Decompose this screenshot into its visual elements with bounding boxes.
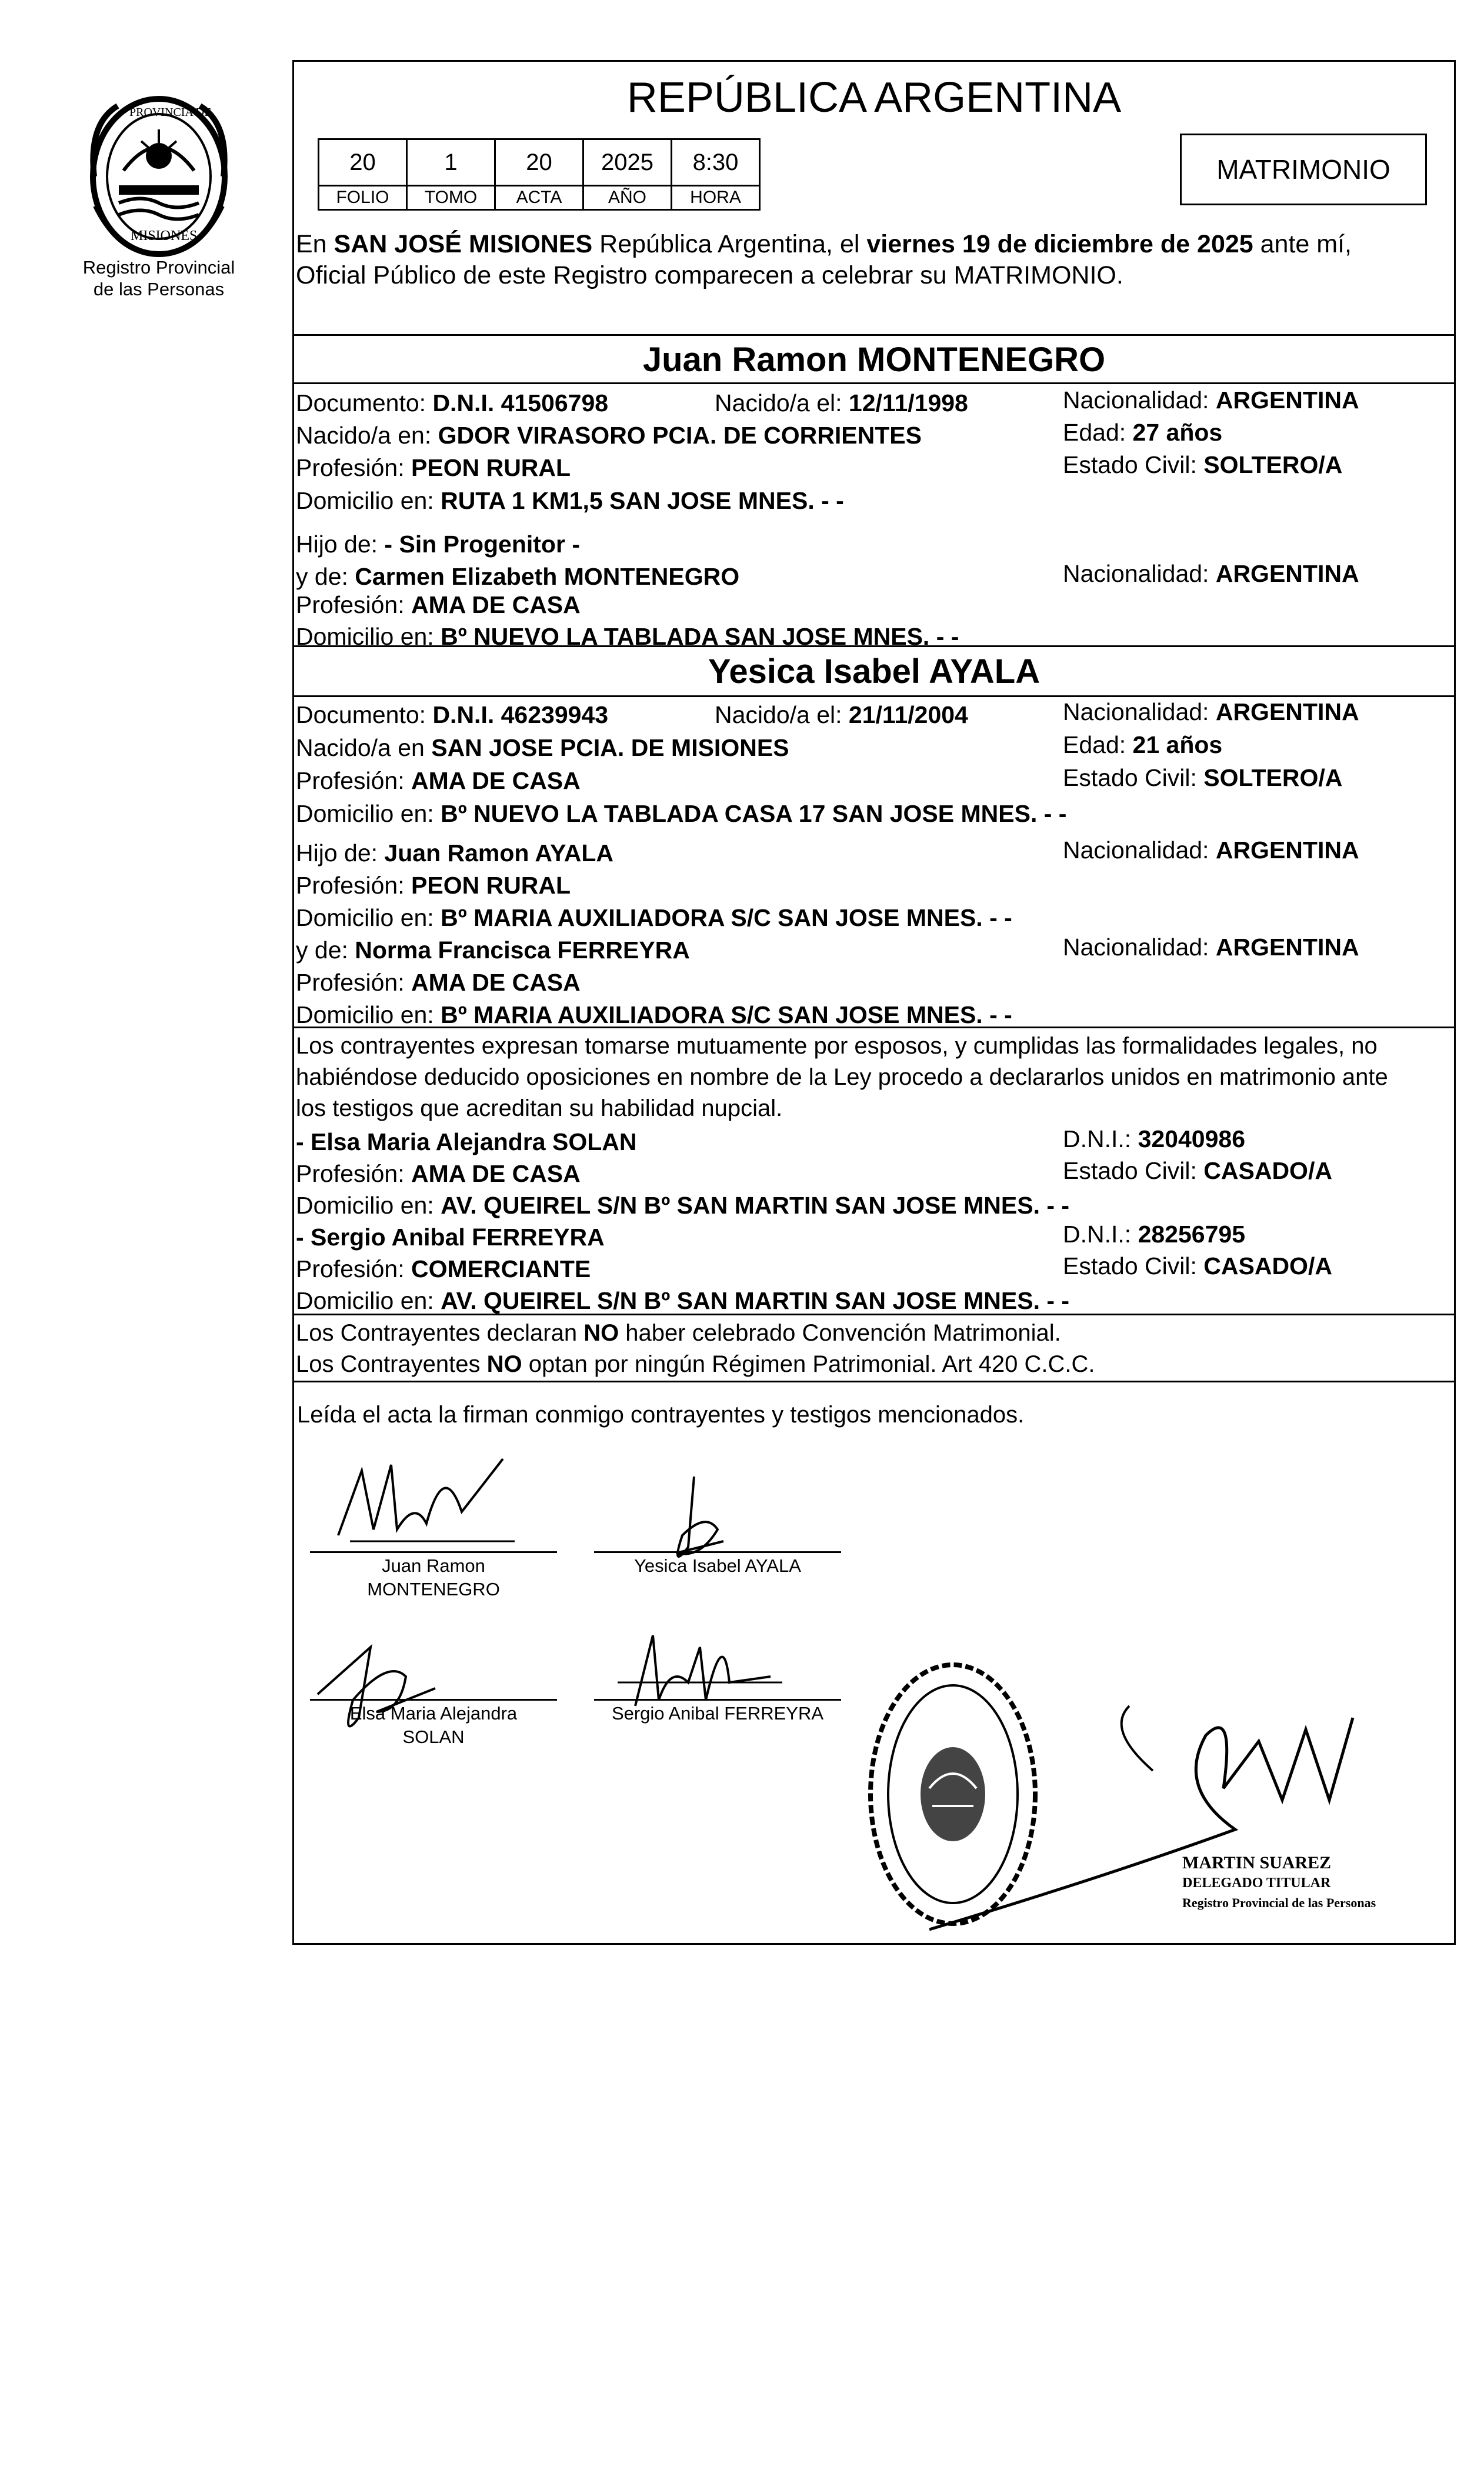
spouse1-civil xyxy=(1063,450,1342,479)
divider-7 xyxy=(292,1381,1456,1382)
caption-line: Yesica Isabel AYALA xyxy=(634,1555,801,1576)
caption-line: MONTENEGRO xyxy=(367,1579,500,1599)
spouse1-age xyxy=(1063,418,1222,447)
witness2-prof xyxy=(296,1254,591,1284)
acta-label: ACTA xyxy=(495,186,583,210)
caption-line: Sergio Anibal FERREYRA xyxy=(611,1703,824,1724)
spouse2-born xyxy=(715,700,968,729)
witness2-name: - Sergio Anibal FERREYRA xyxy=(296,1224,605,1251)
spouse1-mother-prof xyxy=(296,590,581,619)
spouse2-civil xyxy=(1063,763,1342,792)
signature-line-2 xyxy=(594,1551,841,1553)
spouse2-name: Yesica Isabel AYALA xyxy=(708,652,1041,691)
label: y de: xyxy=(296,563,355,590)
intro-place: SAN JOSÉ MISIONES xyxy=(334,230,593,258)
label: y de: xyxy=(296,937,355,964)
label: Nacido/a en xyxy=(296,734,432,761)
label: Documento: xyxy=(296,389,433,416)
witness1-name: - Elsa Maria Alejandra SOLAN xyxy=(296,1128,637,1155)
label: Domicilio en: xyxy=(296,1001,441,1028)
value: ARGENTINA xyxy=(1215,386,1359,414)
spouse1-mother xyxy=(296,562,739,591)
value: ARGENTINA xyxy=(1215,934,1359,961)
witness1-civil xyxy=(1063,1156,1332,1185)
label: Nacionalidad: xyxy=(1063,560,1216,587)
value: CASADO/A xyxy=(1203,1252,1332,1279)
label: Nacionalidad: xyxy=(1063,386,1216,414)
spouse1-prof xyxy=(296,453,571,482)
seal-bottom-text: MISIONES xyxy=(131,228,198,244)
label: D.N.I.: xyxy=(1063,1221,1138,1248)
value: 21 años xyxy=(1132,731,1223,758)
spouse1-mother-addr xyxy=(296,622,959,651)
label: Documento: xyxy=(296,701,433,728)
intro-text-3: ante mí, xyxy=(1253,230,1352,258)
closing-text: Leída el acta la firman conmigo contrayentes y testigos mencionados. xyxy=(297,1402,1025,1428)
intro-line1 xyxy=(296,229,1352,259)
agency-name xyxy=(65,256,253,300)
intro-text-1: En xyxy=(296,230,334,258)
spouse2-mother-prof xyxy=(296,968,581,997)
seal-top-text: PROVINCIA DE xyxy=(129,106,212,119)
agency-name-line2: de las Personas xyxy=(93,279,225,299)
intro-date: viernes 19 de diciembre de 2025 xyxy=(866,230,1253,258)
label: Nacido/a en: xyxy=(296,422,438,449)
value: 27 años xyxy=(1132,419,1223,446)
value: CASADO/A xyxy=(1203,1157,1332,1184)
witness2-addr xyxy=(296,1286,1069,1315)
signature-line-4 xyxy=(594,1699,841,1701)
agency-logo xyxy=(82,88,235,259)
value: Bº NUEVO LA TABLADA CASA 17 SAN JOSE MNES. - - xyxy=(441,800,1067,827)
value: AMA DE CASA xyxy=(411,1160,581,1187)
value: AV. QUEIREL S/N Bº SAN MARTIN SAN JOSE MNES. - - xyxy=(441,1287,1070,1314)
spouse2-prof xyxy=(296,766,581,795)
value: - Sin Progenitor - xyxy=(384,531,580,558)
text: haber celebrado Convención Matrimonial. xyxy=(619,1320,1061,1346)
folio-label: FOLIO xyxy=(319,186,407,210)
value: Bº MARIA AUXILIADORA S/C SAN JOSE MNES. - - xyxy=(441,1001,1012,1028)
value: ARGENTINA xyxy=(1215,560,1359,587)
label: Nacionalidad: xyxy=(1063,698,1216,725)
spouse2-mother-addr xyxy=(296,1000,1012,1029)
label: Profesión: xyxy=(296,1255,411,1282)
label: Estado Civil: xyxy=(1063,1252,1204,1279)
signature-caption-4 xyxy=(594,1702,841,1725)
page-title: REPÚBLICA ARGENTINA xyxy=(626,74,1122,121)
label: Hijo de: xyxy=(296,531,385,558)
signature-scribble-1 xyxy=(326,1447,526,1559)
intro-text-2: República Argentina, el xyxy=(592,230,867,258)
regime-clause xyxy=(296,1349,1095,1379)
value: RUTA 1 KM1,5 SAN JOSE MNES. - - xyxy=(441,487,844,514)
declaration-line2: habiéndose deducido oposiciones en nombre de la Ley procedo a declararlos unidos en matrimonio ante xyxy=(296,1064,1388,1090)
signature-caption-3 xyxy=(310,1702,557,1749)
signature-caption-1 xyxy=(310,1554,557,1601)
value: COMERCIANTE xyxy=(411,1255,591,1282)
value: SAN JOSE PCIA. DE MISIONES xyxy=(431,734,789,761)
declaration-line1: Los contrayentes expresan tomarse mutuamente por esposos, y cumplidas las formalidades legales, no xyxy=(296,1033,1378,1059)
label: Estado Civil: xyxy=(1063,451,1204,478)
value: AMA DE CASA xyxy=(411,591,581,618)
value: ARGENTINA xyxy=(1215,837,1359,864)
label: Nacionalidad: xyxy=(1063,934,1216,961)
signature-line-1 xyxy=(310,1551,557,1553)
official-name-stamp xyxy=(1182,1853,1376,1913)
spouse2-father-prof xyxy=(296,871,571,900)
value: PEON RURAL xyxy=(411,872,571,899)
label: Profesión: xyxy=(296,872,411,899)
spouse1-father xyxy=(296,529,580,559)
signature-line-3 xyxy=(310,1699,557,1701)
spouse2-father-addr xyxy=(296,903,1012,932)
spouse1-nat xyxy=(1063,385,1359,415)
witness1-addr xyxy=(296,1191,1069,1220)
emphasis: NO xyxy=(583,1320,619,1346)
label: Nacido/a el: xyxy=(715,389,849,416)
intro-line2: Oficial Público de este Registro comparecen a celebrar su MATRIMONIO. xyxy=(296,261,1123,289)
spouse2-mother-nat xyxy=(1063,932,1359,962)
declaration-line3: los testigos que acreditan su habilidad nupcial. xyxy=(296,1095,783,1121)
label: Nacionalidad: xyxy=(1063,837,1216,864)
label: D.N.I.: xyxy=(1063,1125,1138,1152)
text: optan por ningún Régimen Patrimonial. Art 420 C.C.C. xyxy=(522,1351,1095,1377)
spouse2-age xyxy=(1063,730,1222,759)
spouse2-nat xyxy=(1063,697,1359,727)
text: Los Contrayentes declaran xyxy=(296,1320,584,1346)
convention-clause xyxy=(296,1318,1061,1348)
label: Hijo de: xyxy=(296,839,385,867)
label: Estado Civil: xyxy=(1063,1157,1204,1184)
witness1-prof xyxy=(296,1159,581,1188)
value: Juan Ramon AYALA xyxy=(384,839,614,867)
value: SOLTERO/A xyxy=(1203,451,1343,478)
value: PEON RURAL xyxy=(411,454,571,481)
caption-line: Juan Ramon xyxy=(382,1555,485,1576)
label: Domicilio en: xyxy=(296,904,441,931)
signature-caption-2 xyxy=(594,1554,841,1578)
official-title: DELEGADO TITULAR xyxy=(1182,1875,1331,1891)
spouse1-mother-nat xyxy=(1063,559,1359,588)
witness1-dni xyxy=(1063,1124,1245,1154)
spouse2-mother xyxy=(296,935,690,965)
label: Profesión: xyxy=(296,767,411,794)
value: Carmen Elizabeth MONTENEGRO xyxy=(355,563,740,590)
value: D.N.I. 46239943 xyxy=(432,701,609,728)
spouse1-name: Juan Ramon MONTENEGRO xyxy=(642,341,1106,379)
value: 28256795 xyxy=(1138,1221,1245,1248)
value: AMA DE CASA xyxy=(411,969,581,996)
spouse1-addr xyxy=(296,486,844,515)
spouse2-doc xyxy=(296,700,608,729)
label: Domicilio en: xyxy=(296,487,441,514)
label: Profesión: xyxy=(296,969,411,996)
anio-value: 2025 xyxy=(583,139,672,186)
agency-name-line1: Registro Provincial xyxy=(82,257,235,278)
tomo-label: TOMO xyxy=(407,186,495,210)
emphasis: NO xyxy=(486,1351,522,1377)
anio-label: AÑO xyxy=(583,186,672,210)
label: Profesión: xyxy=(296,591,411,618)
label: Profesión: xyxy=(296,454,411,481)
label: Domicilio en: xyxy=(296,1192,441,1219)
label: Profesión: xyxy=(296,1160,411,1187)
value: ARGENTINA xyxy=(1215,698,1359,725)
value: 21/11/2004 xyxy=(848,701,968,728)
label: Nacido/a el: xyxy=(715,701,849,728)
document-type-box: MATRIMONIO xyxy=(1180,134,1427,205)
value: Norma Francisca FERREYRA xyxy=(355,937,690,964)
label: Edad: xyxy=(1063,419,1133,446)
official-name: MARTIN SUAREZ xyxy=(1182,1853,1332,1872)
hora-label: HORA xyxy=(672,186,760,210)
witness2-civil xyxy=(1063,1251,1332,1281)
witness2-dni xyxy=(1063,1219,1245,1249)
label: Domicilio en: xyxy=(296,800,441,827)
value: D.N.I. 41506798 xyxy=(432,389,609,416)
spouse2-addr xyxy=(296,799,1066,828)
value: Bº NUEVO LA TABLADA SAN JOSE MNES. - - xyxy=(441,623,959,650)
acta-value: 20 xyxy=(495,139,583,186)
value: Bº MARIA AUXILIADORA S/C SAN JOSE MNES. - - xyxy=(441,904,1012,931)
value: SOLTERO/A xyxy=(1203,764,1343,791)
spouse2-father-nat xyxy=(1063,835,1359,865)
label: Domicilio en: xyxy=(296,1287,441,1314)
value: AV. QUEIREL S/N Bº SAN MARTIN SAN JOSE MNES. - - xyxy=(441,1192,1070,1219)
tomo-value: 1 xyxy=(407,139,495,186)
spouse1-born xyxy=(715,388,968,418)
spouse2-birthplace xyxy=(296,733,789,762)
official-office: Registro Provincial de las Personas xyxy=(1182,1895,1376,1910)
register-table xyxy=(318,138,761,211)
label: Estado Civil: xyxy=(1063,764,1204,791)
value: 12/11/1998 xyxy=(848,389,968,416)
label: Edad: xyxy=(1063,731,1133,758)
caption-line: Elsa Maria Alejandra xyxy=(349,1703,518,1724)
folio-value: 20 xyxy=(319,139,407,186)
spouse1-doc xyxy=(296,388,608,418)
value: 32040986 xyxy=(1138,1125,1245,1152)
value: AMA DE CASA xyxy=(411,767,581,794)
value: GDOR VIRASORO PCIA. DE CORRIENTES xyxy=(438,422,922,449)
divider-2 xyxy=(292,382,1456,384)
caption-line: SOLAN xyxy=(402,1727,465,1747)
label: Domicilio en: xyxy=(296,623,441,650)
divider-1 xyxy=(292,334,1456,336)
text: Los Contrayentes xyxy=(296,1351,487,1377)
spouse1-birthplace xyxy=(296,421,922,450)
hora-value: 8:30 xyxy=(672,139,760,186)
spouse2-father xyxy=(296,838,613,868)
